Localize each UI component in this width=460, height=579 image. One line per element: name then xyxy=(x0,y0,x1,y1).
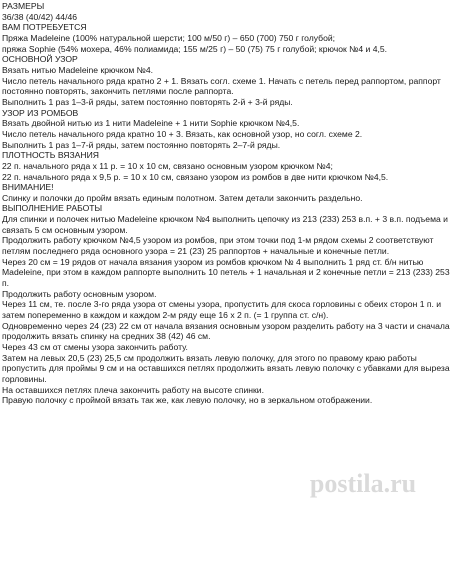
heading-sizes: РАЗМЕРЫ xyxy=(2,1,45,11)
instructions-text: Одновременно через 24 (23) 22 см от начала вязания основным узором разделить работу на 3 части и сначала продолжить вязать спинку на средних 38 (42) 46 см. xyxy=(2,320,450,342)
main-pattern-text: Выполнить 1 раз 1–3-й ряды, затем постоянно повторять 2-й + 3-й ряды. xyxy=(2,96,293,107)
instructions-text: Через 43 см от смены узора закончить работу. xyxy=(2,342,188,352)
heading-attention: ВНИМАНИЕ! xyxy=(2,182,54,193)
heading-diamond-pattern: УЗОР ИЗ РОМБОВ xyxy=(2,107,79,118)
main-pattern-text: Вязать нитью Madeleine крючком №4. xyxy=(2,64,154,75)
instructions-text: Через 20 см = 19 рядов от начала вязания узором из ромбов крючком № 4 выполнить 1 ряд ст. б/н нитью Madeleine, при этом в каждом раппорте выполнить 10 петель + 1 начальная и 2 конечные петли = 213 (233) 253 п. xyxy=(2,256,450,289)
attention-text: Спинку и полочки до пройм вязать единым полотном. Затем детали закончить раздельно. xyxy=(2,192,363,203)
diamond-pattern-text: Число петель начального ряда кратно 10 + 3. Вязать, как основной узор, но согл. схеме 2. xyxy=(2,128,363,139)
heading-materials: ВАМ ПОТРЕБУЕТСЯ xyxy=(2,22,87,33)
instructions-text: Затем на левых 20,5 (23) 25,5 см продолжить вязать левую полочку, для этого по правому краю работы пропустить для проймы 9 см и на оставшихся петлях продолжить вязать левую полочку с убавками для выреза горловины. xyxy=(2,352,450,384)
sizes-value: 36/38 (40/42) 44/46 xyxy=(2,11,78,22)
instructions-text: Правую полочку с проймой вязать так же, как левую полочку, но в зеркальном отображении. xyxy=(2,395,373,406)
heading-main-pattern: ОСНОВНОЙ УЗОР xyxy=(2,54,78,65)
heading-instructions: ВЫПОЛНЕНИЕ РАБОТЫ xyxy=(2,203,103,214)
instructions-text: Через 11 см, те. после 3-го ряда узора от смены узора, пропустить для скоса горловины с обеих сторон 1 п. и затем попеременно в каждом и каждом 2-м ряду еще 16 х 2 п. (= 1 группа ст. с/н). xyxy=(2,299,442,321)
instructions-text: Продолжить работу основным узором. xyxy=(2,288,157,299)
watermark-text: postila.ru xyxy=(309,469,417,498)
document-body xyxy=(2,1,458,406)
heading-gauge: ПЛОТНОСТЬ ВЯЗАНИЯ xyxy=(2,150,100,161)
materials-yarn-sophie: пряжа Sophie (54% мохера, 46% полиамида; 155 м/25 г) – 50 (75) 75 г голубой; крючок №4 и 4,5. xyxy=(2,43,388,54)
diamond-pattern-text: Выполнить 1 раз 1–7-й ряды, затем постоянно повторять 2–7-й ряды. xyxy=(2,139,281,150)
diamond-pattern-text: Вязать двойной нитью из 1 нити Madeleine + 1 нити Sophie крючком №4,5. xyxy=(2,118,300,129)
instructions-text: Продолжить работу крючком №4,5 узором из ромбов, при этом точки под 1-м рядом схемы 2 соответствуют петлям последнего ряда основного узора = 21 (23) 25 раппортов + начальные и конечные петли. xyxy=(2,235,434,257)
gauge-text: 22 п. начального ряда х 9,5 р. = 10 х 10 см, связано узором из ромбов в две нити крючком №4,5. xyxy=(2,171,389,182)
materials-yarn-madeleine: Пряжа Madeleine (100% натуральной шерсти; 100 м/50 г) – 650 (700) 750 г голубой; xyxy=(2,32,336,43)
instructions-text: На оставшихся петлях плеча закончить работу на высоте спинки. xyxy=(2,384,264,395)
main-pattern-text: Число петель начального ряда кратно 2 + 1. Вязать согл. схеме 1. Начать с петель перед раппортом, раппорт постоянно повторять, закончить петлями после раппорта. xyxy=(2,75,441,97)
watermark-logo xyxy=(268,429,458,569)
gauge-text: 22 п. начального ряда х 11 р. = 10 х 10 см, связано основным узором крючком №4; xyxy=(2,160,333,171)
instructions-text: Для спинки и полочек нитью Madeleine крючком №4 выполнить цепочку из 213 (233) 253 в.п. + 3 в.п. подъема и связать 5 см основным узором. xyxy=(2,214,448,235)
